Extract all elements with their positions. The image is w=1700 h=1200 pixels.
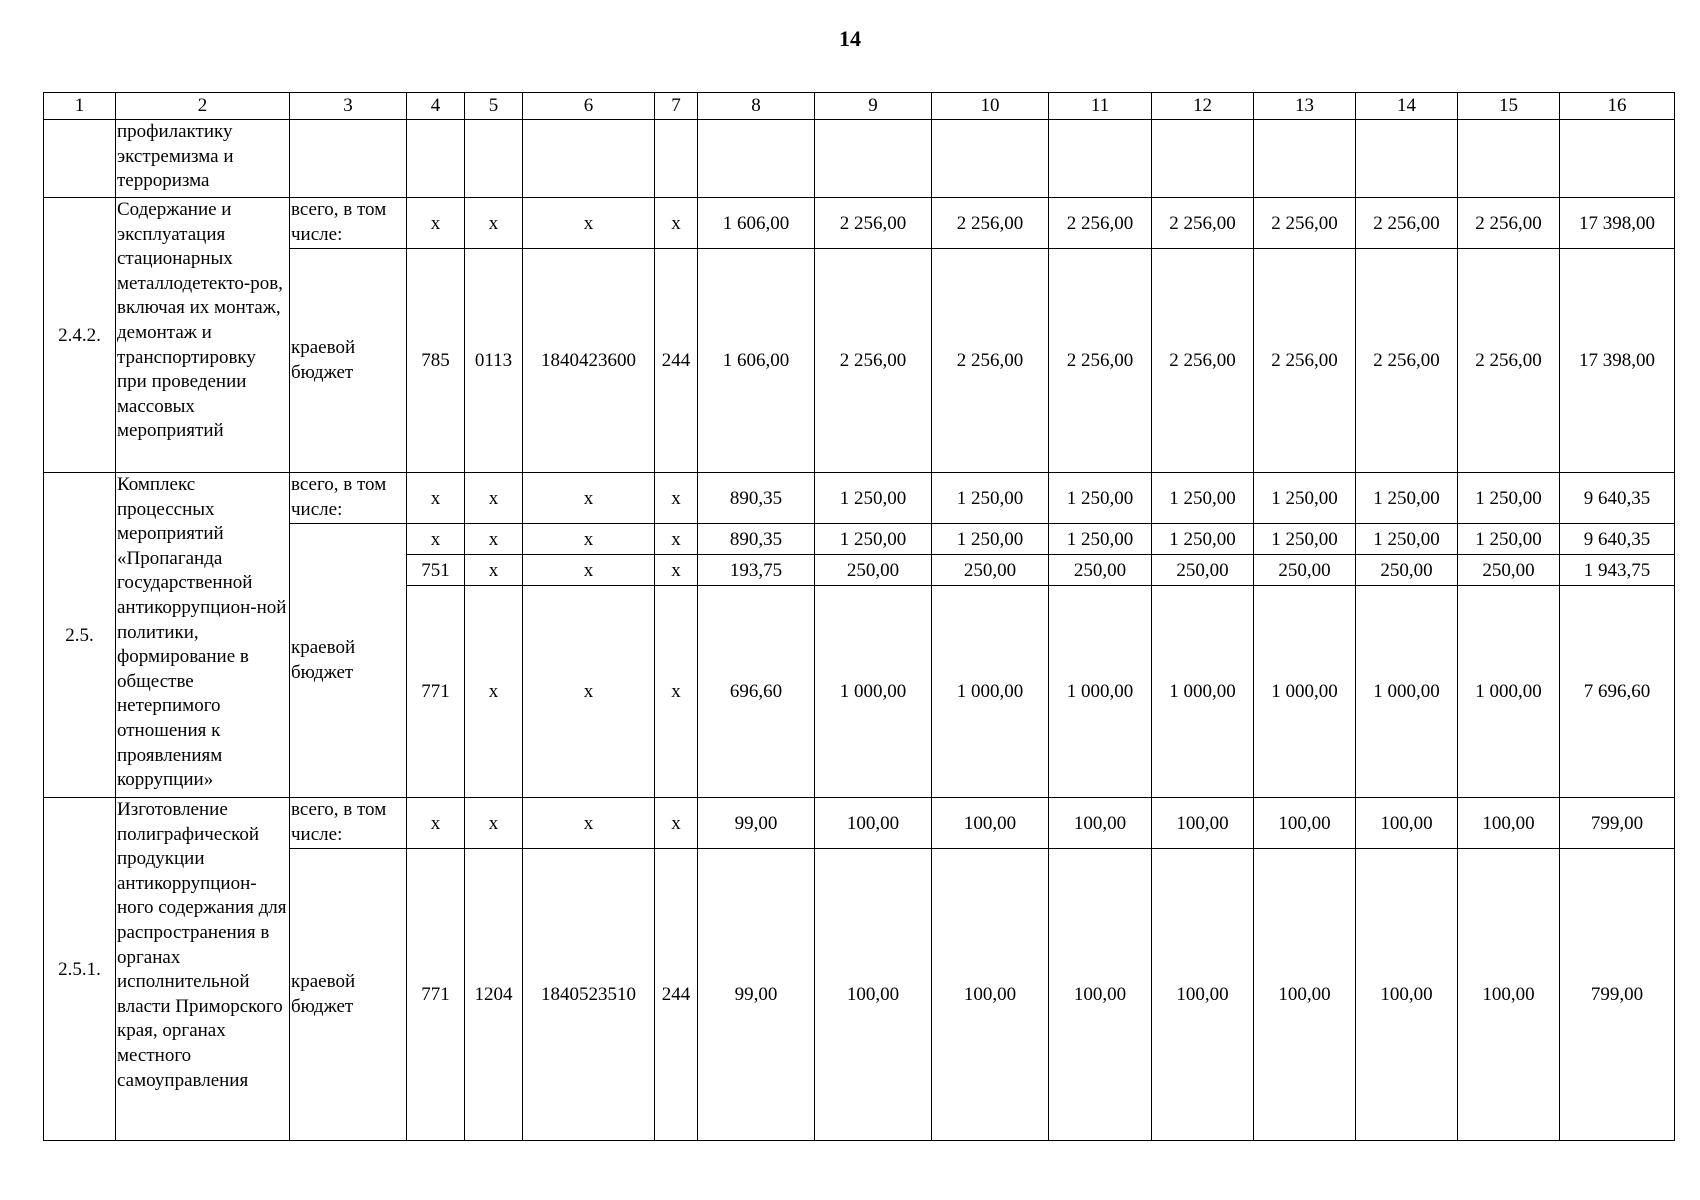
row-name-cell: профилактику экстремизма и терроризма	[116, 120, 290, 198]
table-cell: 17 398,00	[1560, 249, 1675, 473]
table-cell: x	[407, 198, 465, 249]
table-cell: x	[465, 473, 523, 524]
table-cell: 2 256,00	[1254, 198, 1356, 249]
header-cell: 9	[815, 93, 932, 120]
table-cell: 250,00	[1049, 555, 1152, 586]
table-cell: 7 696,60	[1560, 586, 1675, 798]
table-cell	[698, 120, 815, 198]
table-cell: x	[523, 473, 655, 524]
header-cell: 4	[407, 93, 465, 120]
table-cell: x	[407, 798, 465, 849]
table-cell	[1152, 120, 1254, 198]
table-cell: x	[465, 198, 523, 249]
table-cell: 9 640,35	[1560, 524, 1675, 555]
table-cell: 1 000,00	[1254, 586, 1356, 798]
table-cell: 100,00	[815, 849, 932, 1141]
table-cell: 2 256,00	[1152, 249, 1254, 473]
table-cell: x	[465, 798, 523, 849]
table-cell: 1 250,00	[932, 524, 1049, 555]
table-cell: 1 250,00	[1049, 473, 1152, 524]
table-cell	[407, 120, 465, 198]
table-cell	[1049, 120, 1152, 198]
header-cell: 6	[523, 93, 655, 120]
table-cell: x	[523, 555, 655, 586]
table-cell: 250,00	[815, 555, 932, 586]
table-cell: 1 250,00	[932, 473, 1049, 524]
table-cell: 17 398,00	[1560, 198, 1675, 249]
table-cell: 1 250,00	[1152, 524, 1254, 555]
table-cell: 250,00	[932, 555, 1049, 586]
table-cell: 250,00	[1254, 555, 1356, 586]
header-cell: 11	[1049, 93, 1152, 120]
header-cell: 2	[116, 93, 290, 120]
header-row	[44, 93, 1675, 120]
table-cell: 771	[407, 849, 465, 1141]
header-cell: 10	[932, 93, 1049, 120]
table-cell: 2 256,00	[815, 249, 932, 473]
table-cell: 100,00	[1356, 798, 1458, 849]
page-number: 14	[839, 26, 861, 51]
source-label-cell: всего, в том числе:	[290, 473, 407, 524]
table-cell: x	[655, 555, 698, 586]
table-cell: 1 250,00	[1458, 473, 1560, 524]
table-cell: 1 250,00	[1356, 473, 1458, 524]
table-cell	[1356, 120, 1458, 198]
table-cell: 0113	[465, 249, 523, 473]
table-cell: 1840423600	[523, 249, 655, 473]
table-cell: 1 943,75	[1560, 555, 1675, 586]
source-label-cell: краевой бюджет	[290, 249, 407, 473]
table-cell: 2 256,00	[1152, 198, 1254, 249]
table-cell: x	[655, 798, 698, 849]
table-cell: 696,60	[698, 586, 815, 798]
header-cell: 15	[1458, 93, 1560, 120]
table-cell: 100,00	[1049, 849, 1152, 1141]
table-cell	[290, 120, 407, 198]
table-cell: 1 606,00	[698, 198, 815, 249]
table-cell: 890,35	[698, 524, 815, 555]
table-cell: 2 256,00	[1458, 198, 1560, 249]
table-cell: 771	[407, 586, 465, 798]
table-cell: 250,00	[1458, 555, 1560, 586]
header-cell: 3	[290, 93, 407, 120]
table-cell: 193,75	[698, 555, 815, 586]
row-name-cell: Комплекс процессных мероприятий «Пропаганда государственной антикоррупцион-ной политики, формирование в обществе нетерпимого отношения к проявлениям коррупции»	[116, 473, 290, 798]
table-cell: 100,00	[1049, 798, 1152, 849]
table-cell: 1 000,00	[1458, 586, 1560, 798]
table-cell: 1 250,00	[815, 473, 932, 524]
source-label-cell: краевой бюджет	[290, 849, 407, 1141]
table-cell: 2 256,00	[932, 249, 1049, 473]
table-cell: 100,00	[1152, 849, 1254, 1141]
table-row	[44, 798, 1675, 849]
table-cell: x	[523, 586, 655, 798]
table-cell: x	[523, 524, 655, 555]
header-cell: 14	[1356, 93, 1458, 120]
table-cell: 250,00	[1356, 555, 1458, 586]
table-cell: 1 250,00	[1254, 524, 1356, 555]
header-cell: 1	[44, 93, 116, 120]
table-cell: x	[655, 198, 698, 249]
table-cell: 890,35	[698, 473, 815, 524]
table-cell: x	[407, 524, 465, 555]
row-number-cell: 2.4.2.	[44, 198, 116, 473]
table-cell: x	[655, 586, 698, 798]
source-label-cell: всего, в том числе:	[290, 198, 407, 249]
table-cell	[1560, 120, 1675, 198]
table-cell: 100,00	[1356, 849, 1458, 1141]
table-cell	[465, 120, 523, 198]
budget-table	[43, 92, 1675, 1141]
table-cell: 2 256,00	[1356, 249, 1458, 473]
table-cell: 100,00	[932, 798, 1049, 849]
table-cell	[1458, 120, 1560, 198]
row-name-cell: Изготовление полиграфической продукции антикоррупцион-ного содержания для распространения в органах исполнительной власти Приморского края, органах местного самоуправления	[116, 798, 290, 1141]
header-cell: 5	[465, 93, 523, 120]
table-cell: x	[407, 473, 465, 524]
table-cell	[932, 120, 1049, 198]
table-cell: x	[465, 555, 523, 586]
row-number-cell: 2.5.1.	[44, 798, 116, 1141]
row-name-cell: Содержание и эксплуатация стационарных металлодетекто-ров, включая их монтаж, демонтаж и транспортировку при проведении массовых мероприятий	[116, 198, 290, 473]
row-number-cell	[44, 120, 116, 198]
table-cell: 250,00	[1152, 555, 1254, 586]
table-cell: 244	[655, 849, 698, 1141]
table-cell: x	[655, 473, 698, 524]
table-cell: 1204	[465, 849, 523, 1141]
table-cell: 100,00	[1254, 849, 1356, 1141]
table-cell: 1 606,00	[698, 249, 815, 473]
table-cell: 1 000,00	[1356, 586, 1458, 798]
table-cell: 99,00	[698, 798, 815, 849]
table-cell: 100,00	[932, 849, 1049, 1141]
table-cell: 1 250,00	[815, 524, 932, 555]
table-cell: 99,00	[698, 849, 815, 1141]
header-cell: 13	[1254, 93, 1356, 120]
table-row	[44, 120, 1675, 198]
table-cell: 1 000,00	[815, 586, 932, 798]
header-cell: 12	[1152, 93, 1254, 120]
table-cell: 100,00	[815, 798, 932, 849]
table-cell: 2 256,00	[1458, 249, 1560, 473]
header-cell: 8	[698, 93, 815, 120]
table-cell: 1 000,00	[932, 586, 1049, 798]
source-label-cell: всего, в том числе:	[290, 798, 407, 849]
table-cell: 100,00	[1152, 798, 1254, 849]
table-cell: 2 256,00	[1049, 249, 1152, 473]
header-cell: 16	[1560, 93, 1675, 120]
table-cell: 2 256,00	[932, 198, 1049, 249]
table-cell	[655, 120, 698, 198]
table-cell	[523, 120, 655, 198]
table-cell	[815, 120, 932, 198]
source-label-cell: краевой бюджет	[290, 524, 407, 798]
table-row	[44, 198, 1675, 249]
table-cell: 799,00	[1560, 798, 1675, 849]
table-row	[44, 473, 1675, 524]
header-cell: 7	[655, 93, 698, 120]
table-cell: x	[523, 198, 655, 249]
table-cell	[1254, 120, 1356, 198]
table-cell: 751	[407, 555, 465, 586]
table-cell: 100,00	[1254, 798, 1356, 849]
table-cell: 785	[407, 249, 465, 473]
table-cell: 1 250,00	[1152, 473, 1254, 524]
table-cell: 2 256,00	[1254, 249, 1356, 473]
row-number-cell: 2.5.	[44, 473, 116, 798]
table-cell: x	[523, 798, 655, 849]
table-cell: 1 250,00	[1356, 524, 1458, 555]
table-cell: x	[655, 524, 698, 555]
table-cell: 1840523510	[523, 849, 655, 1141]
table-cell: 1 250,00	[1458, 524, 1560, 555]
table-cell: 100,00	[1458, 798, 1560, 849]
table-cell: 100,00	[1458, 849, 1560, 1141]
table-cell: 1 250,00	[1254, 473, 1356, 524]
table-cell: 2 256,00	[1049, 198, 1152, 249]
table-cell: 1 000,00	[1049, 586, 1152, 798]
table-cell: 244	[655, 249, 698, 473]
table-cell: 9 640,35	[1560, 473, 1675, 524]
table-cell: 2 256,00	[815, 198, 932, 249]
table-cell: 1 250,00	[1049, 524, 1152, 555]
table-cell: 799,00	[1560, 849, 1675, 1141]
table-cell: 1 000,00	[1152, 586, 1254, 798]
table-cell: 2 256,00	[1356, 198, 1458, 249]
table-cell: x	[465, 586, 523, 798]
table-cell: x	[465, 524, 523, 555]
